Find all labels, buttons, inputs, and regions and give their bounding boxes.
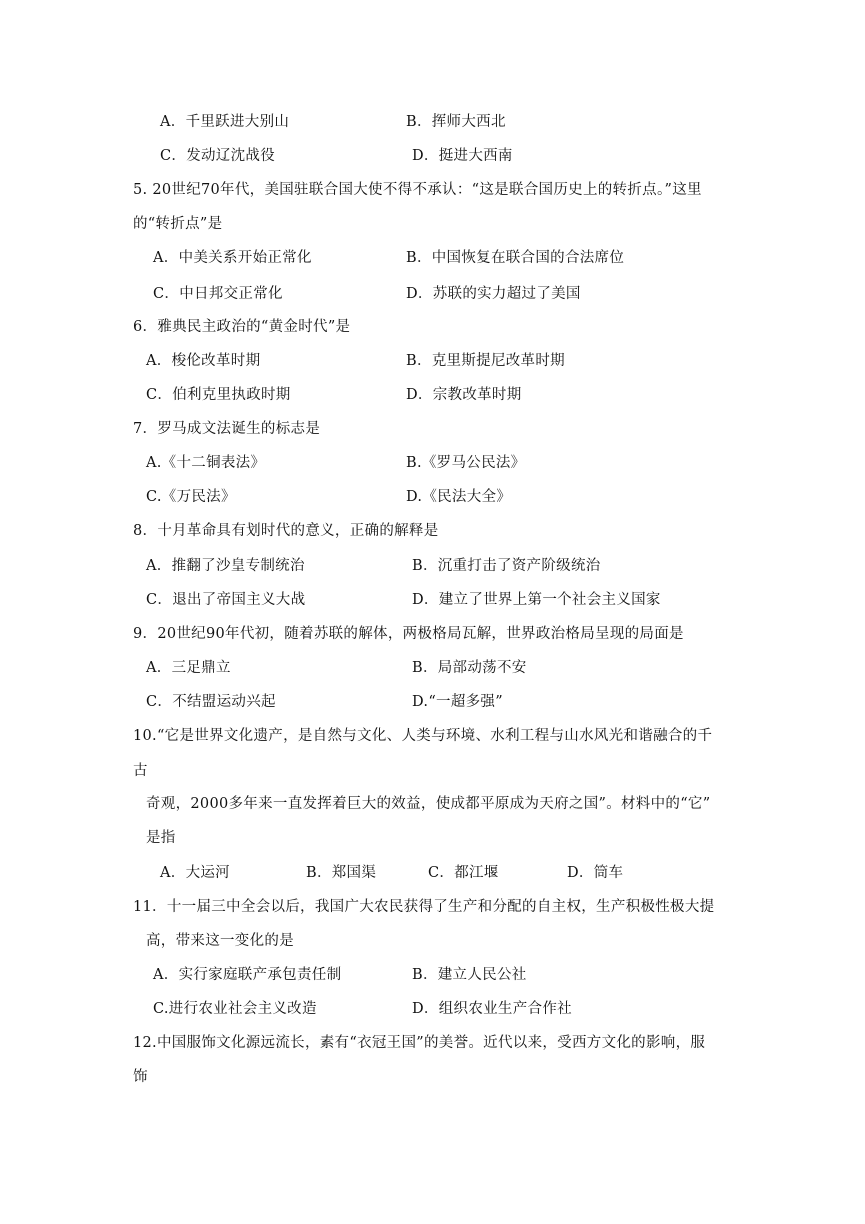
q5-option-c: C．中日邦交正常化 [153, 286, 283, 302]
q5-option-a: A．中美关系开始正常化 [153, 250, 312, 266]
q8-option-d: D．建立了世界上第一个社会主义国家 [412, 592, 661, 608]
q10-option-a: A．大运河 [160, 865, 230, 881]
q6-stem: 6．雅典民主政治的“黄金时代”是 [133, 319, 351, 335]
q9-option-b: B．局部动荡不安 [412, 660, 527, 676]
q9-option-c: C．不结盟运动兴起 [146, 694, 276, 710]
q7-option-b: B.《罗马公民法》 [406, 455, 526, 471]
q9-stem: 9．20世纪90年代初，随着苏联的解体，两极格局瓦解，世界政治格局呈现的局面是 [133, 626, 684, 642]
q10-stem-line3: 奇观，2000多年来一直发挥着巨大的效益，使成都平原成为天府之国”。材料中的“它” [146, 796, 711, 812]
q10-option-b: B．郑国渠 [306, 865, 377, 881]
q7-option-c: C.《万民法》 [146, 489, 236, 505]
q5-stem-line2: 的“转折点”是 [133, 216, 223, 232]
q11-stem-line2: 高，带来这一变化的是 [146, 933, 294, 949]
q10-option-d: D．筒车 [567, 865, 624, 881]
q5-option-b: B．中国恢复在联合国的合法席位 [406, 250, 625, 266]
q4-option-c: C．发动辽沈战役 [160, 148, 275, 164]
q7-option-a: A.《十二铜表法》 [146, 455, 266, 471]
q4-option-a: A．千里跃进大别山 [160, 114, 290, 130]
q4-option-d: D．挺进大西南 [412, 148, 513, 164]
q8-option-b: B．沉重打击了资产阶级统治 [412, 558, 601, 574]
q6-option-c: C．伯利克里执政时期 [146, 387, 291, 403]
q11-option-d: D．组织农业生产合作社 [412, 1001, 572, 1017]
q8-stem: 8．十月革命具有划时代的意义，正确的解释是 [133, 523, 439, 539]
q5-stem-line1: 5. 20世纪70年代，美国驻联合国大使不得不承认：“这是联合国历史上的转折点。”这里 [133, 182, 702, 198]
q11-option-a: A．实行家庭联产承包责任制 [153, 967, 342, 983]
q7-stem: 7．罗马成文法诞生的标志是 [133, 421, 321, 437]
q10-stem-line2: 古 [133, 763, 148, 779]
q9-option-d: D.“一超多强” [412, 694, 503, 710]
q11-option-c: C.进行农业社会主义改造 [153, 1001, 317, 1017]
q10-stem-line1: 10.“它是世界文化遗产，是自然与文化、人类与环境、水利工程与山水风光和谐融合的千 [133, 728, 713, 744]
q10-option-c: C．都江堰 [428, 865, 499, 881]
q6-option-d: D．宗教改革时期 [406, 387, 522, 403]
q10-stem-line4: 是指 [146, 830, 176, 846]
q8-option-c: C．退出了帝国主义大战 [146, 592, 306, 608]
q9-option-a: A．三足鼎立 [146, 660, 231, 676]
q4-option-b: B．挥师大西北 [406, 114, 506, 130]
q11-option-b: B．建立人民公社 [412, 967, 527, 983]
q12-stem-line2: 饰 [133, 1069, 148, 1085]
q12-stem-line1: 12.中国服饰文化源远流长，素有“衣冠王国”的美誉。近代以来，受西方文化的影响，服 [133, 1035, 706, 1051]
q5-option-d: D．苏联的实力超过了美国 [406, 286, 581, 302]
q6-option-b: B．克里斯提尼改革时期 [406, 353, 565, 369]
q6-option-a: A．梭伦改革时期 [146, 353, 261, 369]
q11-stem-line1: 11．十一届三中全会以后，我国广大农民获得了生产和分配的自主权，生产积极性极大提 [133, 899, 715, 915]
q8-option-a: A．推翻了沙皇专制统治 [146, 558, 305, 574]
q7-option-d: D.《民法大全》 [406, 489, 512, 505]
